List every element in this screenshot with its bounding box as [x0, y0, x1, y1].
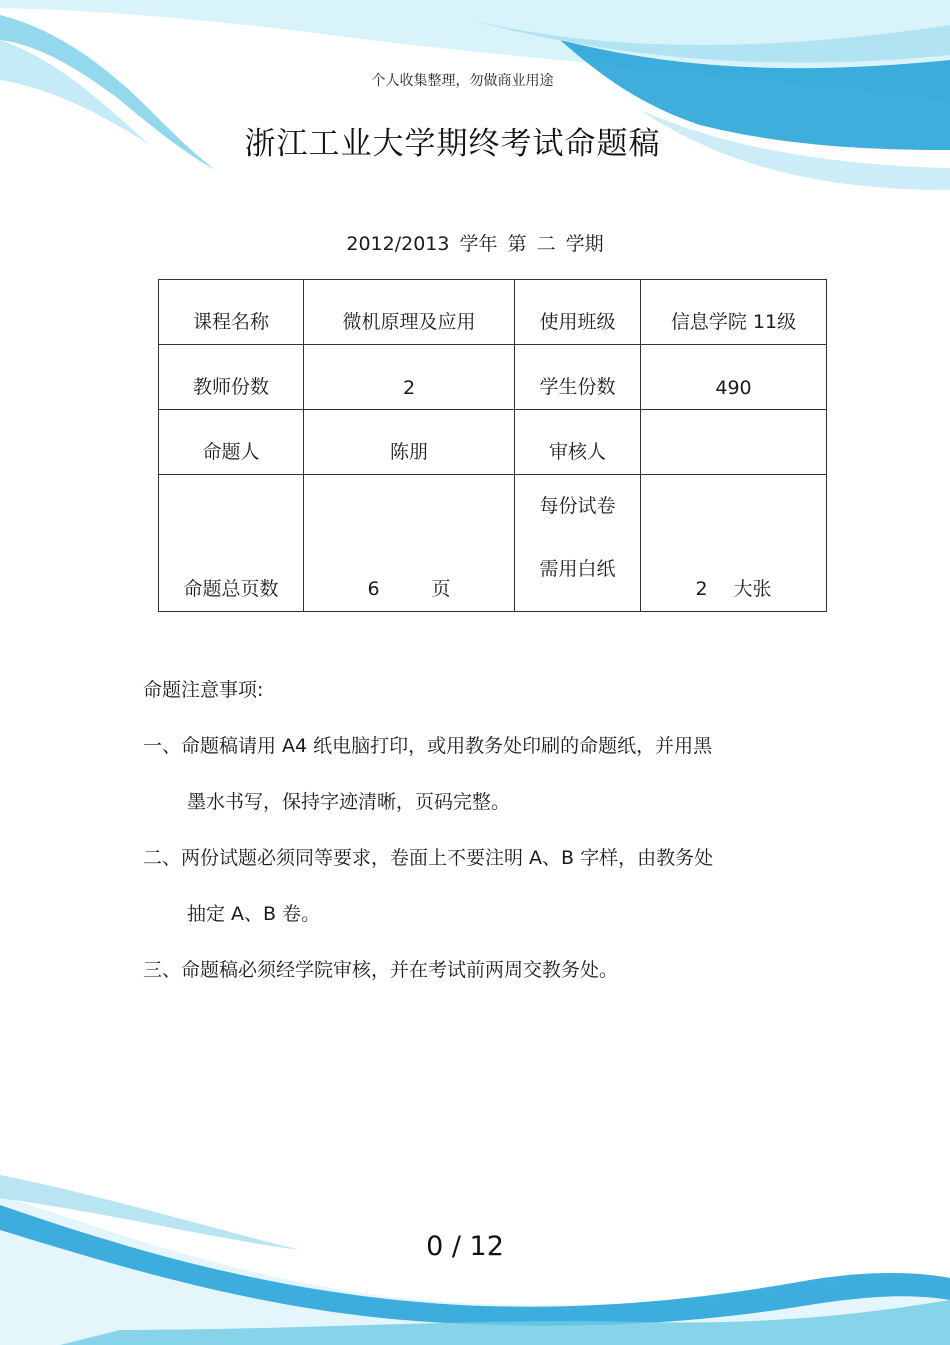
total-pages-label: 命题总页数 — [159, 475, 304, 612]
table-row — [159, 345, 827, 410]
course-name-label: 课程名称 — [159, 280, 304, 345]
document-title: 浙江工业大学期终考试命题稿 — [244, 126, 661, 162]
exam-info-table — [158, 279, 827, 612]
note-item-2-line-1: 二、两份试题必须同等要求，卷面上不要注明 A、B 字样，由教务处 — [143, 847, 714, 869]
paper-needed-value: 2 — [695, 578, 708, 600]
table-row — [159, 410, 827, 475]
watermark-text: 个人收集整理，勿做商业用途 — [371, 73, 554, 89]
note-item-2-line-2: 抽定 A、B 卷。 — [187, 903, 321, 925]
author-label: 命题人 — [159, 410, 304, 475]
total-pages-value: 6 — [367, 578, 380, 600]
paper-needed-label-line2: 需用白纸 — [539, 558, 616, 580]
teacher-copies-value: 2 — [304, 345, 515, 410]
paper-needed-label — [515, 475, 641, 612]
term-line: 2012/2013 学年 第 二 学期 — [346, 233, 604, 255]
note-item-3: 三、命题稿必须经学院审核，并在考试前两周交教务处。 — [143, 959, 619, 981]
reviewer-value — [641, 410, 827, 475]
total-pages-unit: 页 — [431, 578, 451, 600]
class-value: 信息学院 11级 — [641, 280, 827, 345]
note-item-1-line-2: 墨水书写，保持字迹清晰，页码完整。 — [187, 791, 511, 813]
student-copies-value: 490 — [641, 345, 827, 410]
reviewer-label: 审核人 — [515, 410, 641, 475]
paper-needed-label-line1: 每份试卷 — [539, 495, 616, 517]
notes-heading: 命题注意事项: — [143, 679, 264, 701]
table-row — [159, 280, 827, 345]
paper-needed-cell — [641, 475, 827, 612]
note-item-1-line-1: 一、命题稿请用 A4 纸电脑打印，或用教务处印刷的命题纸，并用黑 — [143, 735, 713, 757]
paper-needed-unit: 大张 — [733, 578, 772, 600]
author-value: 陈朋 — [304, 410, 515, 475]
teacher-copies-label: 教师份数 — [159, 345, 304, 410]
student-copies-label: 学生份数 — [515, 345, 641, 410]
total-pages-cell — [304, 475, 515, 612]
course-name-value: 微机原理及应用 — [304, 280, 515, 345]
notes-section — [143, 674, 713, 1010]
page-number: 0 / 12 — [426, 1231, 504, 1262]
table-row — [159, 475, 827, 612]
class-label: 使用班级 — [515, 280, 641, 345]
